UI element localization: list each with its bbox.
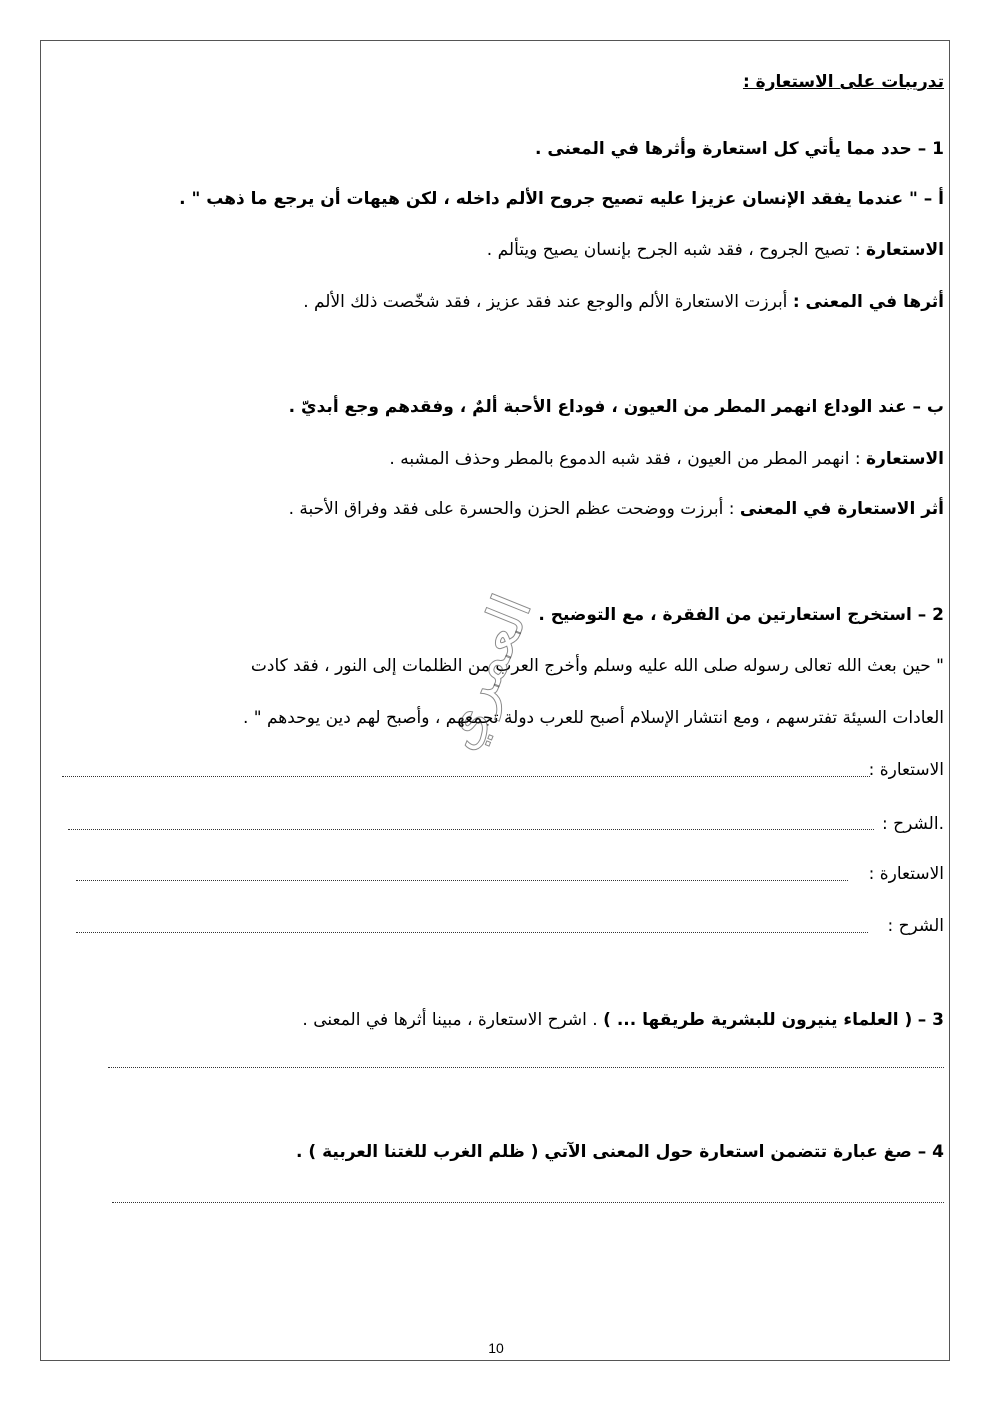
page-number: 10: [488, 1340, 504, 1356]
q3-quote: ( العلماء ينيرون للبشرية طريقها ... ): [603, 1010, 913, 1030]
q1a-sentence: أ – " عندما يفقد الإنسان عزيزا عليه تصيح جروح الألم داخله ، لكن هيهات أن يرجع ما ذهب " .: [179, 189, 944, 209]
metaphor-label: الاستعارة: [866, 449, 944, 469]
q3-number: 3 –: [917, 1010, 944, 1030]
q1b-metaphor-line: [389, 447, 944, 471]
answer-line[interactable]: [62, 776, 870, 777]
q1b-sentence: ب – عند الوداع انهمر المطر من العيون ، فوداع الأحبة ألمٌ ، وفقدهم وجع أبديّ .: [288, 397, 944, 417]
answer-line[interactable]: [68, 829, 874, 830]
effect-label: أثرها في المعنى :: [792, 292, 944, 312]
page-title: تدريبات على الاستعارة :: [742, 72, 944, 92]
q2-field-label: الشرح :: [887, 916, 944, 936]
metaphor-text: : انهمر المطر من العيون ، فقد شبه الدموع بالمطر وحذف المشبه .: [389, 449, 861, 469]
q1a-metaphor-line: [487, 238, 944, 262]
answer-line[interactable]: [76, 932, 868, 933]
q2-field-label: .الشرح :: [882, 814, 944, 834]
q3-line: [302, 1008, 944, 1032]
q2-paragraph-line1: " حين بعث الله تعالى رسوله صلى الله عليه وسلم وأخرج العرب من الظلمات إلى النور ، فقد كادت: [250, 656, 944, 676]
effect-text: أبرزت الاستعارة الألم والوجع عند فقد عزيز ، فقد شخّصت ذلك الألم .: [303, 292, 788, 312]
metaphor-label: الاستعارة: [866, 240, 944, 260]
answer-line[interactable]: [108, 1067, 944, 1068]
answer-line[interactable]: [76, 880, 848, 881]
watermark: العمري: [425, 585, 545, 759]
q2-heading: 2 – استخرج استعارتين من الفقرة ، مع التوضيح .: [538, 605, 944, 625]
q2-field-label: الاستعارة :: [868, 864, 944, 884]
q1-heading: 1 – حدد مما يأتي كل استعارة وأثرها في المعنى .: [535, 139, 944, 159]
metaphor-text: : تصيح الجروح ، فقد شبه الجرح بإنسان يصيح ويتألم .: [486, 240, 861, 260]
effect-text: : أبرزت ووضحت عظم الحزن والحسرة على فقد وفراق الأحبة .: [288, 499, 735, 519]
q2-field-label: الاستعارة :: [868, 760, 944, 780]
effect-label: أثر الاستعارة في المعنى: [739, 499, 944, 519]
q4-heading: 4 – صغ عبارة تتضمن استعارة حول المعنى الآتي ( ظلم الغرب للغتنا العربية ) .: [296, 1142, 944, 1162]
q3-instruction: . اشرح الاستعارة ، مبينا أثرها في المعنى .: [302, 1010, 598, 1030]
q1a-effect-line: [303, 290, 944, 314]
answer-line[interactable]: [112, 1202, 944, 1203]
q1b-effect-line: [289, 497, 944, 521]
q2-paragraph-line2: العادات السيئة تفترسهم ، ومع انتشار الإسلام أصبح للعرب دولة تجمعهم ، وأصبح لهم دين يوحدهم " .: [242, 708, 944, 728]
